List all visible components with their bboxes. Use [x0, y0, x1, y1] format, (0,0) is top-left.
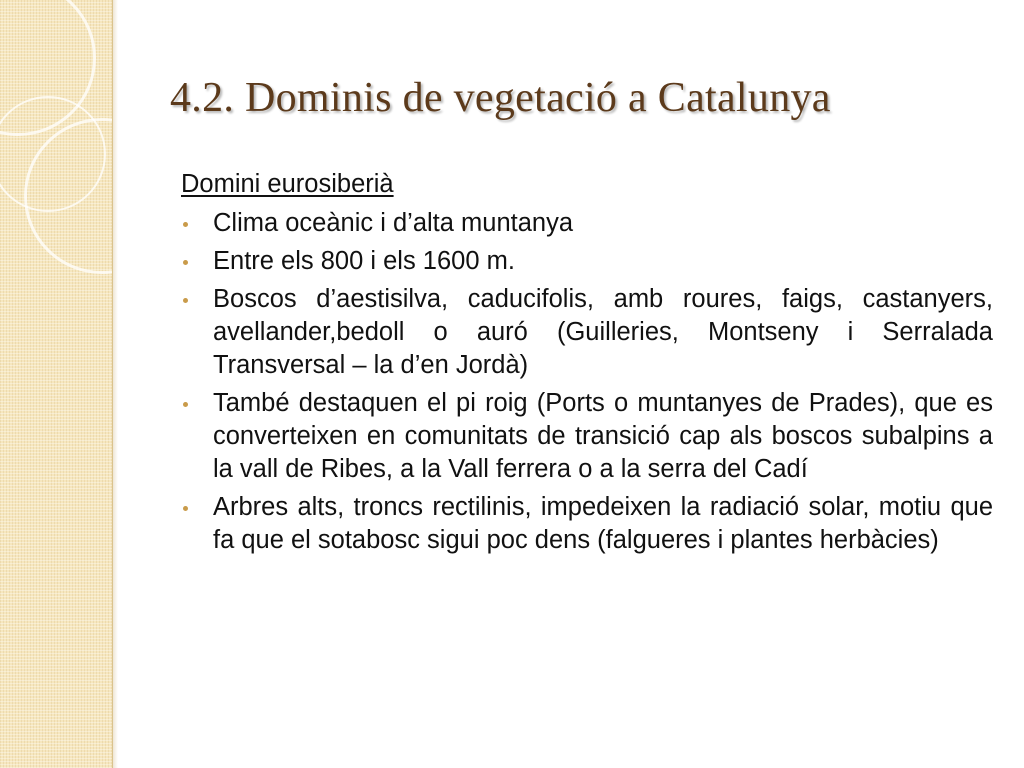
bullet-item	[181, 245, 993, 278]
sidebar-shadow	[112, 0, 118, 768]
bullet-icon	[183, 260, 188, 265]
bullet-icon	[183, 222, 188, 227]
bullet-icon	[183, 402, 188, 407]
bullet-item	[181, 387, 993, 486]
slide-content	[181, 168, 993, 562]
bullet-item	[181, 207, 993, 240]
bullet-text: Arbres alts, troncs rectilinis, impedeixen la radiació solar, motiu que fa que el sotabosc sigui poc dens (falgueres i plantes herbàcies)	[213, 493, 993, 554]
bullet-text: Clima oceànic i d’alta muntanya	[213, 209, 574, 237]
slide-title: 4.2. Dominis de vegetació a Catalunya	[170, 75, 831, 121]
bullet-item	[181, 283, 993, 382]
decorative-sidebar	[0, 0, 113, 768]
section-subheading: Domini eurosiberià	[181, 170, 394, 198]
bullet-list	[181, 207, 993, 557]
bullet-text: També destaquen el pi roig (Ports o muntanyes de Prades), que es converteixen en comunitats de transició cap als boscos subalpins a la vall de Ribes, a la Vall ferrera o a la serra del Cadí	[213, 389, 993, 483]
bullet-icon	[183, 298, 188, 303]
bullet-item	[181, 491, 993, 557]
bullet-icon	[183, 506, 188, 511]
bullet-text: Boscos d’aestisilva, caducifolis, amb roures, faigs, castanyers, avellander,bedoll o auró (Guilleries, Montseny i Serralada Transversal – la d’en Jordà)	[213, 285, 993, 379]
bullet-text: Entre els 800 i els 1600 m.	[213, 247, 515, 275]
